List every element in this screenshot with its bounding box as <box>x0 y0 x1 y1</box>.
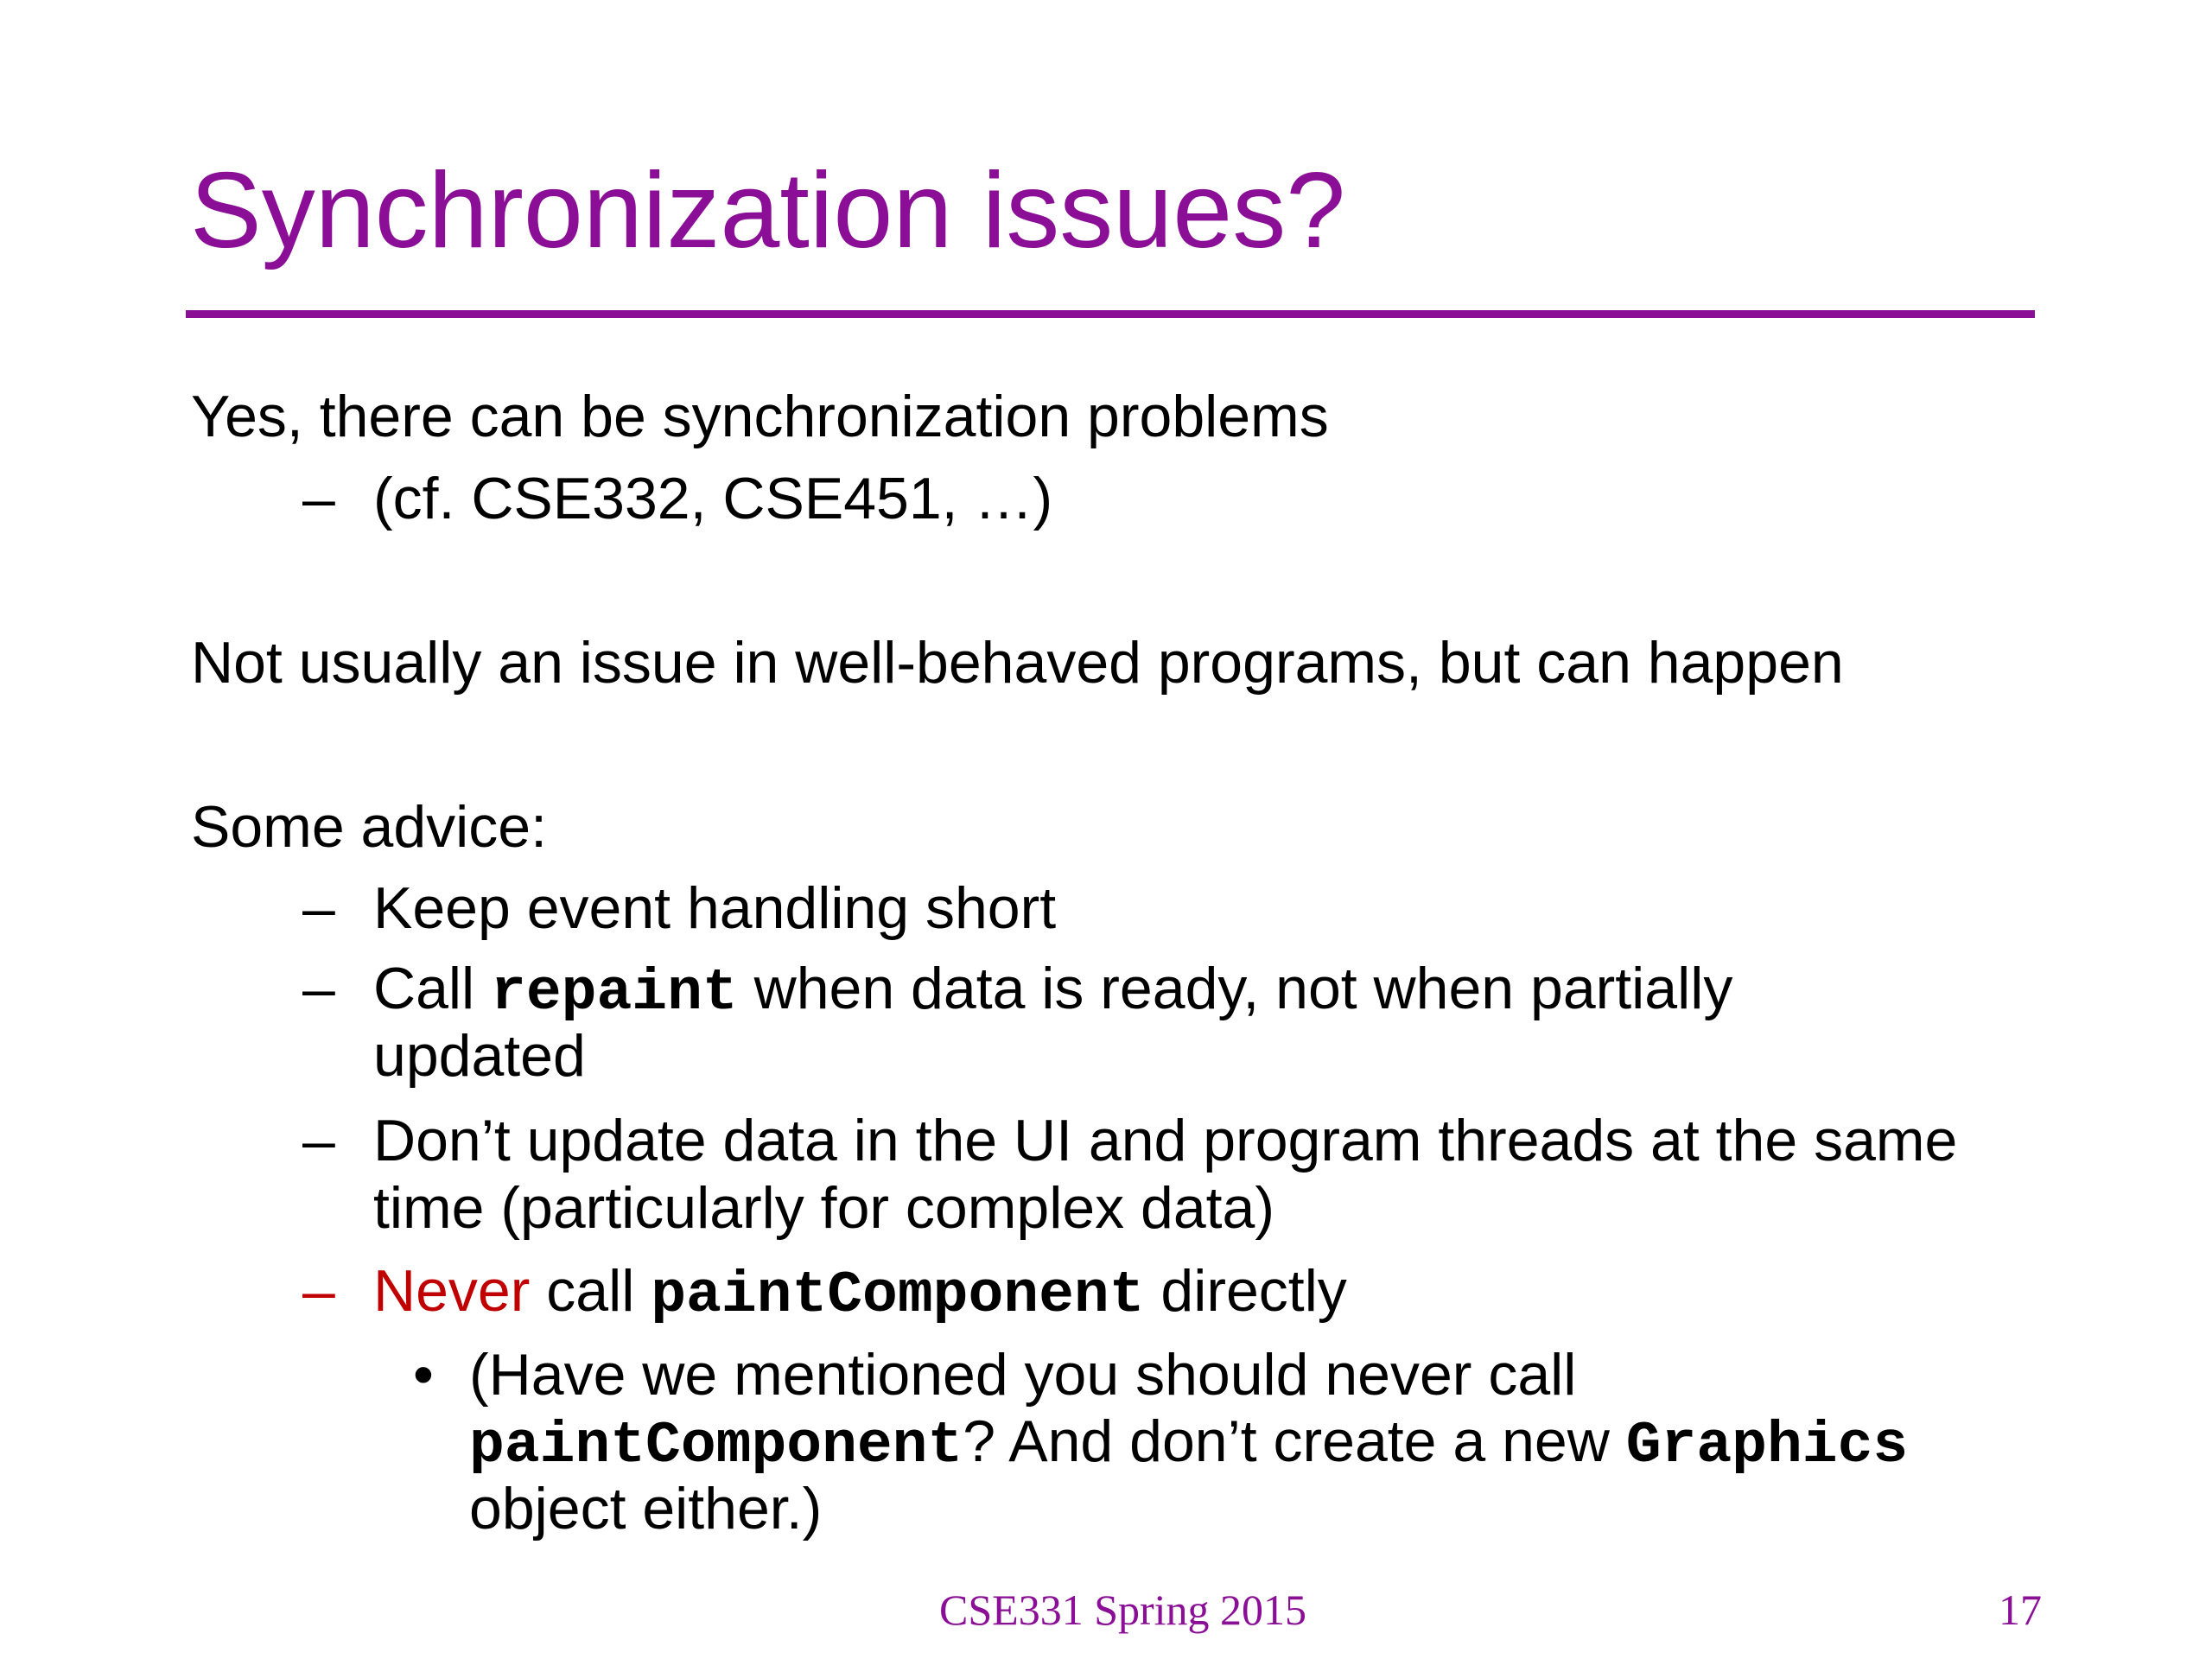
dash-bullet-red: – <box>302 1258 335 1324</box>
footer-course: CSE331 Spring 2015 <box>939 1586 1307 1634</box>
advice-repaint-line <box>373 955 1732 1027</box>
sub-note-line2 <box>469 1408 1908 1480</box>
advice-dont-update-line2: time (particularly for complex data) <box>373 1175 1275 1241</box>
dash-bullet: – <box>302 1108 335 1173</box>
advice-keep-short: Keep event handling short <box>373 875 1057 941</box>
dash-bullet: – <box>302 875 335 941</box>
dot-bullet: • <box>413 1342 434 1408</box>
body-line-synchronization-problems: Yes, there can be synchronization problems <box>191 384 1329 449</box>
footer-page-number: 17 <box>1999 1586 2042 1634</box>
body-line-cf-courses: (cf. CSE332, CSE451, …) <box>373 466 1053 531</box>
advice-repaint-updated: updated <box>373 1023 586 1089</box>
slide-title: Synchronization issues? <box>190 151 1346 270</box>
advice-never-emphasis: Never <box>373 1258 531 1324</box>
advice-dont-update-line1: Don’t update data in the UI and program threads at the same <box>373 1108 1958 1173</box>
sub-note-line1: (Have we mentioned you should never call <box>469 1342 1577 1408</box>
advice-repaint-pre: Call <box>373 956 492 1021</box>
dash-bullet: – <box>302 466 335 531</box>
advice-repaint-post: when data is ready, not when partially <box>737 956 1733 1021</box>
sub-note-mid: ? And don’t create a new <box>963 1408 1626 1474</box>
dash-bullet: – <box>302 956 335 1021</box>
title-divider <box>186 310 2035 318</box>
code-paintcomponent-2: paintComponent <box>469 1413 963 1479</box>
code-graphics: Graphics <box>1625 1413 1909 1479</box>
sub-note-line3: object either.) <box>469 1476 823 1541</box>
advice-never-post: directly <box>1144 1258 1347 1324</box>
body-line-not-usually: Not usually an issue in well-behaved programs, but can happen <box>191 630 1844 696</box>
advice-never-call-line <box>373 1257 1347 1330</box>
code-repaint: repaint <box>491 960 738 1027</box>
advice-never-mid: call <box>530 1258 652 1324</box>
body-line-some-advice: Some advice: <box>191 794 547 860</box>
code-paintcomponent: paintComponent <box>651 1262 1145 1329</box>
